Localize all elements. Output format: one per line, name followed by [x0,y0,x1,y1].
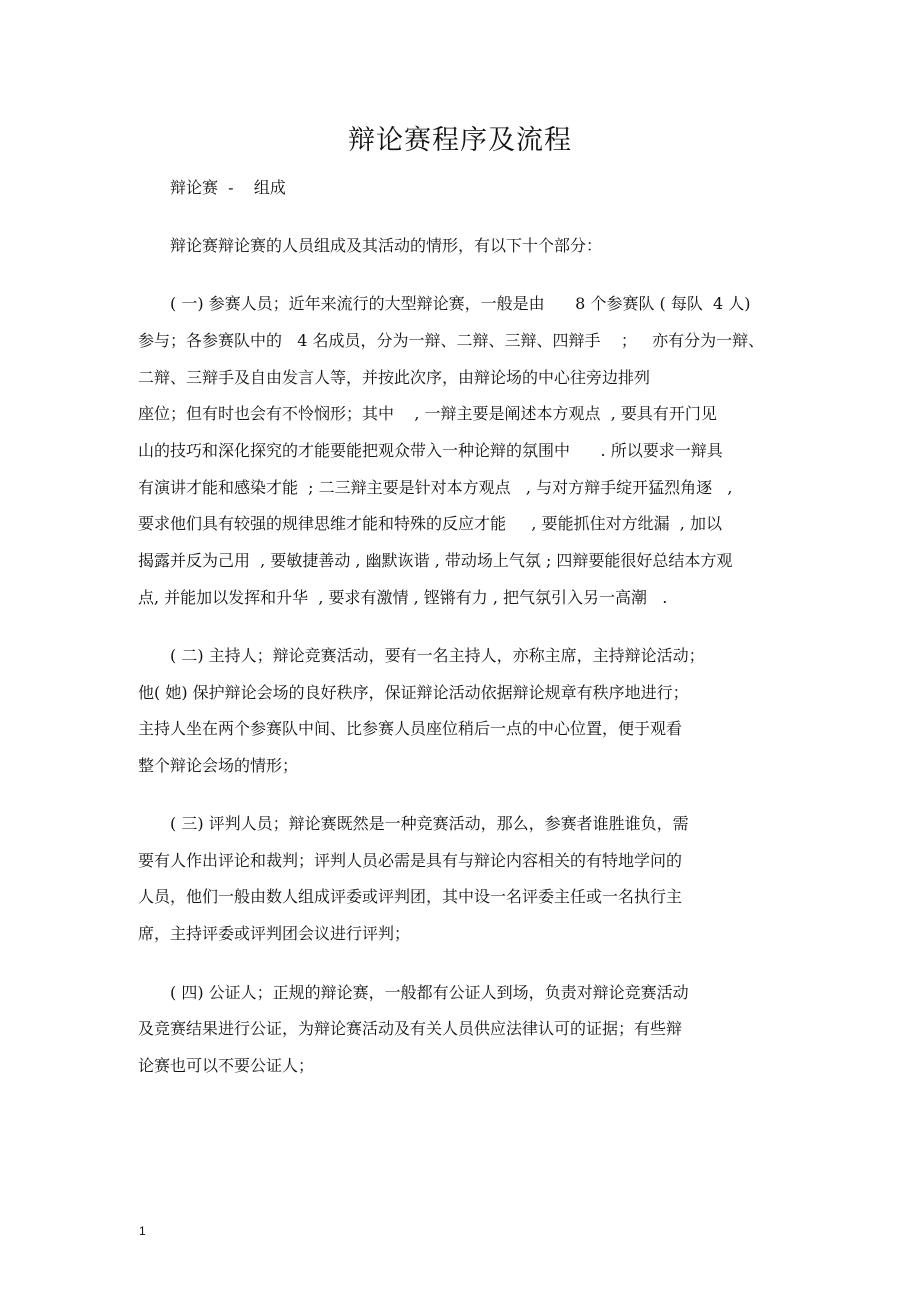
document-title: 辩论赛程序及流程 [348,125,572,156]
paragraph-line: 座位；但有时也会有不怜悯形；其中 , 一辩主要是阐述本方观点 , 要具有开门见 [138,404,717,423]
paragraph-line: 有演讲才能和感染才能 ; 二三辩主要是针对本方观点 , 与对方辩手绽开猛烈角逐 , [138,478,733,497]
subtitle: 辩论赛 - 组成 [170,178,286,197]
paragraph-line: 人员，他们一般由数人组成评委或评判团，其中设一名评委主任或一名执行主 [138,887,683,906]
paragraph-line: 及竞赛结果进行公证，为辩论赛活动及有关人员供应法律认可的证据；有些辩 [138,1019,683,1038]
paragraph-line: ( 四) 公证人；正规的辩论赛，一般都有公证人到场，负责对辩论竞赛活动 [170,983,689,1002]
paragraph-line: 二辩、三辩手及自由发言人等，并按此次序，由辩论场的中心往旁边排列 [138,368,651,387]
paragraph-line: 点, 并能加以发挥和升华 , 要求有激情 , 铿锵有力 , 把气氛引入另一高潮 . [138,588,668,607]
paragraph-line: ( 三) 评判人员；辩论赛既然是一种竞赛活动，那么，参赛者谁胜谁负，需 [170,814,689,833]
paragraph-line: 整个辩论会场的情形； [138,756,299,775]
paragraph-line: 主持人坐在两个参赛队中间、比参赛人员座位稍后一点的中心位置，便于观看 [138,719,683,738]
paragraph-line: ( 二) 主持人；辩论竞赛活动，要有一名主持人，亦称主席，主持辩论活动； [170,646,705,665]
paragraph-line: 揭露并反为己用 , 要敏捷善动 , 幽默诙谐 , 带动场上气氛 ; 四辩要能很好总结本方观 [138,551,733,570]
paragraph-line: 席，主持评委或评判团会议进行评判； [138,924,411,943]
intro-paragraph: 辩论赛辩论赛的人员组成及其活动的情形，有以下十个部分： [170,236,603,255]
paragraph-line: ( 一) 参赛人员；近年来流行的大型辩论赛，一般是由 8 个参赛队 ( 每队 4 人) [170,294,751,313]
paragraph-line: 论赛也可以不要公证人； [138,1056,315,1075]
paragraph-line: 要有人作出评论和裁判；评判人员必需是具有与辩论内容相关的有特地学问的 [138,851,683,870]
paragraph-line: 他( 她) 保护辩论会场的良好秩序，保证辩论活动依据辩论规章有秩序地进行； [138,683,689,702]
paragraph-line: 参与；各参赛队中的 4 名成员，分为一辩、二辩、三辩、四辩手 ； 亦有分为一辩、 [138,331,765,350]
page-number: 1 [139,1224,146,1238]
paragraph-line: 要求他们具有较强的规律思维才能和特殊的反应才能 , 要能抓住对方纰漏 , 加以 [138,514,722,533]
paragraph-line: 山的技巧和深化探究的才能要能把观众带入一种论辩的氛围中 . 所以要求一辩具 [138,441,723,460]
